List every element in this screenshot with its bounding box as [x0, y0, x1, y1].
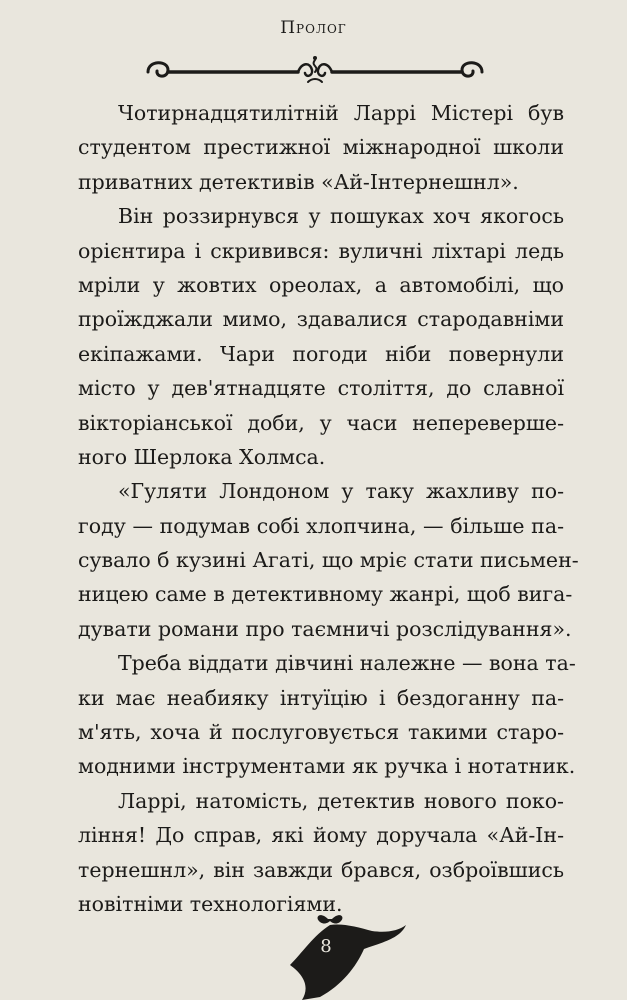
detective-hat-silhouette-icon [280, 905, 410, 1000]
scroll-flourish-icon [130, 52, 500, 92]
text-line: місто у дев'ятнадцяте століття, до славної [78, 376, 564, 401]
paragraph [78, 646, 576, 784]
text-line: ління! До справ, які йому доручала «Ай-Ін- [78, 823, 564, 848]
text-line: приватних детективів «Ай-Інтернешнл». [78, 169, 519, 194]
text-line: году — подумав собі хлопчина, — більше па- [78, 513, 564, 538]
text-line: Треба віддати дівчині належне — вона та- [118, 651, 576, 676]
text-line: ного Шерлока Холмса. [78, 444, 326, 469]
text-line: проїжджали мимо, здавалися стародавніми [78, 307, 564, 332]
paragraph [78, 199, 564, 474]
text-line: дувати романи про таємничі розслідування». [78, 616, 572, 641]
running-header: Пролог [280, 18, 347, 38]
text-line: студентом престижної міжнародної школи [78, 135, 564, 160]
body-text [78, 96, 579, 921]
text-line: орієнтира і скривився: вуличні ліхтарі ледь [78, 238, 564, 263]
text-line: модними інструментами як ручка і нотатник. [78, 754, 576, 779]
text-line: тернешнл», він завжди брався, озброївшись [78, 857, 564, 882]
text-line: м'ять, хоча й послуговується такими старо- [78, 720, 564, 745]
text-line: Він роззирнувся у пошуках хоч якогось [118, 204, 564, 229]
text-line: «Гуляти Лондоном у таку жахливу по- [118, 479, 564, 504]
paragraph [78, 474, 579, 646]
text-line: ницею саме в детективному жанрі, щоб вига- [78, 582, 573, 607]
text-line: Ларрі, натомість, детектив нового поко- [118, 788, 564, 813]
paragraph [78, 784, 564, 922]
paragraph [78, 96, 564, 199]
text-line: мріли у жовтих ореолах, а автомобілі, що [78, 272, 564, 297]
text-line: екіпажами. Чари погоди ніби повернули [78, 341, 564, 366]
text-line: сувало б кузині Агаті, що мріє стати письмен- [78, 548, 579, 573]
text-line: вікторіанської доби, у часи неперевершe- [78, 410, 564, 435]
page-number: 8 [320, 936, 332, 957]
text-line: новітніми технологіями. [78, 891, 343, 916]
text-line: Чотирнадцятилітній Ларрі Містері був [118, 101, 564, 125]
text-line: ки має неабияку інтуїцію і бездоганну па- [78, 685, 564, 710]
